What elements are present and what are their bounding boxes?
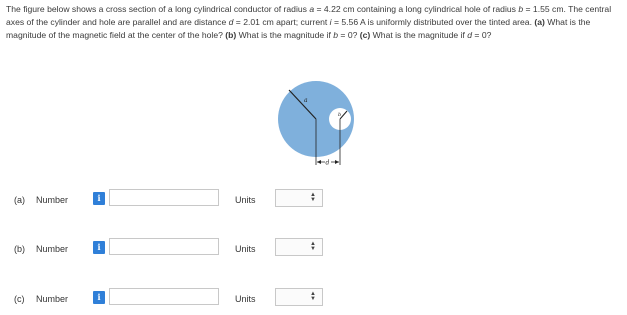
- answer-input-b[interactable]: [109, 238, 219, 255]
- b-value: = 1.55 cm. The central axes of the cylinder and hole are parallel and are distance: [6, 4, 612, 27]
- problem-statement: [6, 3, 622, 42]
- part-label: (a): [14, 195, 25, 205]
- var-i: i: [329, 17, 332, 27]
- d-value: = 2.01 cm apart; current: [233, 17, 330, 27]
- answer-input-c[interactable]: [109, 288, 219, 305]
- answer-input-a[interactable]: [109, 189, 219, 206]
- units-select-b[interactable]: [275, 238, 323, 256]
- units-select-a[interactable]: [275, 189, 323, 207]
- var-d: d: [467, 30, 473, 40]
- info-icon[interactable]: i: [93, 192, 105, 205]
- select-updown-icon: ▲ ▼: [310, 192, 316, 203]
- number-label: Number: [36, 195, 69, 205]
- units-select-c[interactable]: [275, 288, 323, 306]
- answer-row-a: [0, 187, 627, 213]
- units-label: Units: [235, 244, 256, 254]
- units-label: Units: [235, 294, 256, 304]
- answer-row-c: [0, 286, 627, 312]
- info-icon[interactable]: i: [93, 291, 105, 304]
- var-b: b: [518, 4, 524, 14]
- problem-intro: The figure below shows a cross section of a long cylindrical conductor of radius: [6, 4, 307, 14]
- part-b-tail: = 0?: [338, 30, 360, 40]
- part-b-label: (b): [225, 30, 237, 40]
- answer-row-b: [0, 236, 627, 262]
- label-b: b: [338, 112, 342, 118]
- part-label: (c): [14, 294, 25, 304]
- i-value: = 5.56 A is uniformly distributed over the tinted area.: [331, 17, 535, 27]
- cylinder-cross-section-figure: [276, 76, 366, 174]
- arrowhead-right: [335, 160, 339, 164]
- select-updown-icon: ▲ ▼: [310, 241, 316, 252]
- info-icon[interactable]: i: [93, 241, 105, 254]
- label-a: a: [304, 97, 308, 104]
- number-label: Number: [36, 244, 69, 254]
- units-label: Units: [235, 195, 256, 205]
- var-b: b: [333, 30, 339, 40]
- number-label: Number: [36, 294, 69, 304]
- arrowhead-left: [317, 160, 321, 164]
- var-a: a: [309, 4, 315, 14]
- part-c-label: (c): [359, 30, 371, 40]
- a-value: = 4.22 cm containing a long cylindrical hole of radius: [314, 4, 519, 14]
- part-c-question: What is the magnitude if: [370, 30, 468, 40]
- part-b-question: What is the magnitude if: [236, 30, 334, 40]
- part-a-label: (a): [534, 17, 545, 27]
- label-d: d: [325, 159, 330, 167]
- part-a-question: What is the magnitude of the magnetic field at the center of the hole?: [6, 17, 591, 40]
- select-updown-icon: ▲ ▼: [310, 291, 316, 302]
- part-c-tail: = 0?: [472, 30, 492, 40]
- var-d: d: [228, 17, 234, 27]
- part-label: (b): [14, 244, 25, 254]
